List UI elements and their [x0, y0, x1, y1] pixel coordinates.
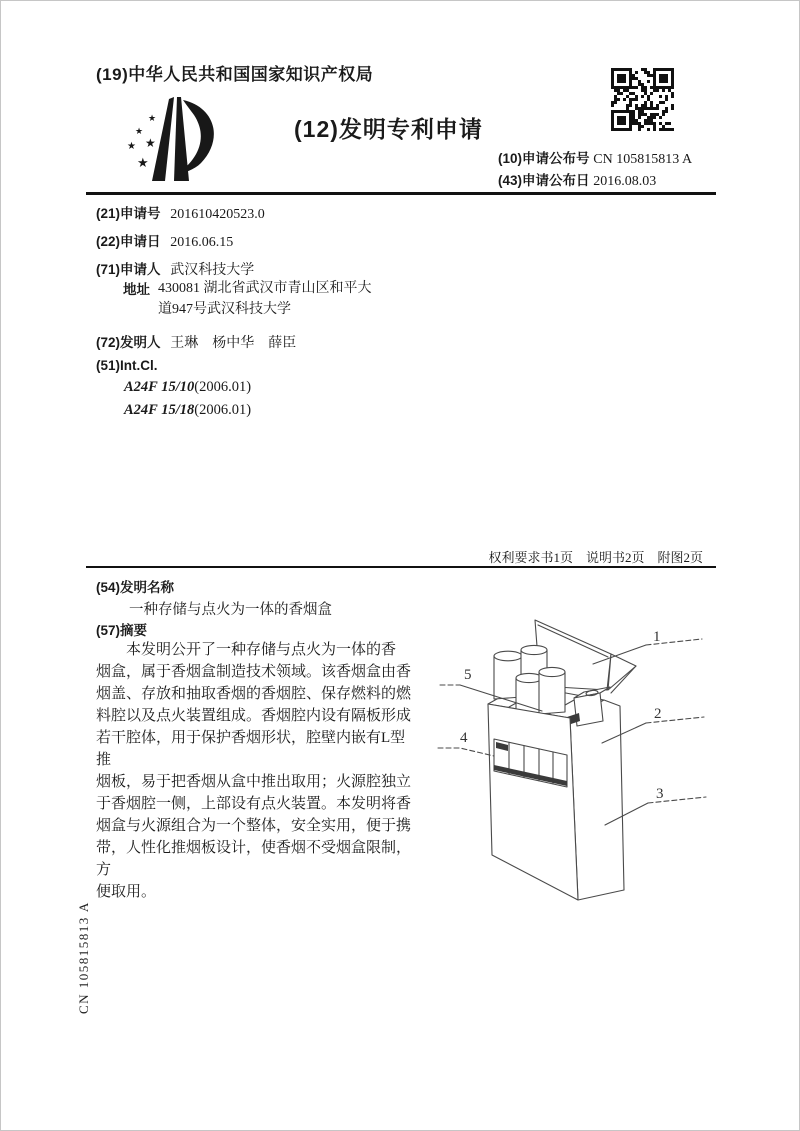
side-publication-code: CN 105815813 A	[76, 901, 91, 1014]
qr-code	[611, 68, 674, 131]
ipc-entry	[124, 379, 251, 396]
inventors-label: (72)发明人	[96, 335, 161, 350]
inventors-value: 王琳 杨中华 薛臣	[170, 336, 297, 351]
address-row	[123, 278, 418, 320]
sipo-logo	[121, 91, 239, 189]
application-number-label: (21)申请号	[96, 206, 161, 221]
figure-ref-1: 1	[653, 629, 661, 645]
applicant-label: (71)申请人	[96, 262, 161, 277]
section-divider	[86, 566, 716, 568]
publication-date-line	[498, 169, 656, 190]
filing-date-label: (22)申请日	[96, 234, 161, 249]
filing-date-row	[96, 230, 233, 251]
ipc-entry	[124, 402, 251, 419]
ipc-code: A24F 15/10	[124, 379, 195, 395]
logo-star: ★	[127, 141, 136, 152]
pub-date-label: (43)申请公布日	[498, 173, 590, 188]
ipc-version: (2006.01)	[194, 379, 252, 395]
abstract-text: 本发明公开了一种存储与点火为一体的香 烟盒，属于香烟盒制造技术领域。该香烟盒由香 烟盖、存放和抽取香烟的香烟腔、保存燃料的燃 料腔以及点火装置组成。香烟腔内设有隔板形成 若干腔体，用于保护香烟形状，腔壁内嵌有L型推 烟板，易于把香烟从盒中推出取用；火源腔独立 于香烟腔一侧，上部设有点火装置。本发明将香 烟盒与火源组合为一个整体，安全实用，便于携 带，人性化推烟板设计，使香烟不受烟盒限制，方 便取用。	[96, 642, 412, 900]
applicant-row	[96, 258, 254, 279]
office-name: (19)中华人民共和国国家知识产权局	[96, 65, 374, 84]
figure-ref-5: 5	[464, 667, 472, 683]
figure-ref-4: 4	[460, 730, 468, 746]
applicant-value: 武汉科技大学	[170, 263, 255, 278]
address-label: 地址	[123, 282, 150, 297]
figure-box-side	[570, 700, 624, 900]
ipc-code: A24F 15/18	[124, 402, 195, 418]
application-number-value: 201610420523.0	[170, 207, 265, 222]
publication-number-line	[498, 147, 692, 168]
address-value: 430081 湖北省武汉市青山区和平大 道947号武汉科技大学	[158, 281, 372, 317]
figure-ref-3: 3	[656, 786, 664, 802]
figure-box-front	[488, 704, 578, 900]
figure-ref-2: 2	[654, 706, 662, 722]
invention-title: 一种存储与点火为一体的香烟盒	[129, 602, 332, 618]
logo-star: ★	[135, 126, 144, 136]
header-divider	[86, 192, 716, 195]
logo-star: ★	[145, 136, 156, 150]
ipc-version: (2006.01)	[194, 402, 252, 418]
filing-date-value: 2016.06.15	[170, 235, 234, 250]
pub-number-value: CN 105815813 A	[593, 152, 693, 167]
intcl-label: (51)Int.Cl.	[96, 358, 158, 373]
inventors-row	[96, 331, 296, 352]
application-number-row	[96, 202, 265, 223]
abstract-section-label: (57)摘要	[96, 623, 148, 638]
doc-type-title: (12)发明专利申请	[294, 116, 483, 142]
title-section-label: (54)发明名称	[96, 580, 175, 595]
patent-figure	[434, 593, 714, 923]
pub-number-label: (10)申请公布号	[498, 151, 590, 166]
intcl-row	[96, 358, 158, 373]
logo-star: ★	[148, 113, 157, 123]
pub-date-value: 2016.08.03	[593, 174, 657, 189]
pages-info: 权利要求书1页 说明书2页 附图2页	[488, 550, 703, 565]
logo-star: ★	[137, 155, 149, 170]
